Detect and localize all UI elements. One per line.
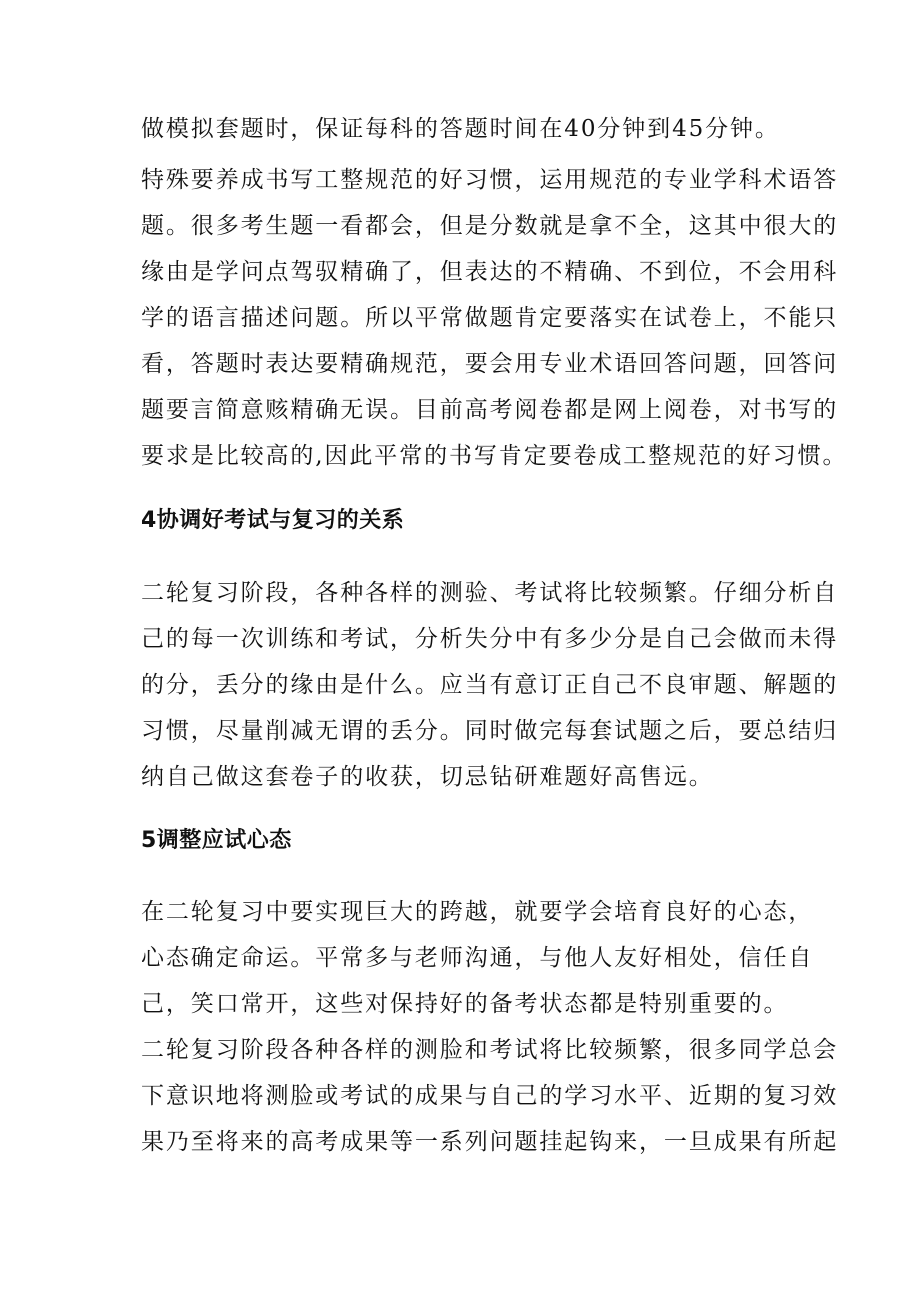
paragraph-line: 果乃至将来的高考成果等一系列问题挂起钩来，一旦成果有所起: [141, 1129, 839, 1155]
paragraph-line: 的分，丢分的缘由是什么。应当有意订正自己不良审题、解题的: [141, 672, 839, 698]
paragraph-line: 己，笑口常开，这些对保持好的备考状态都是特别重要的。: [141, 991, 789, 1017]
paragraph-line: 缘由是学问点驾驭精确了，但表达的不精确、不到位，不会用科: [141, 259, 839, 285]
paragraph-line: 题要言简意赅精确无误。目前高考阅卷都是网上阅卷，对书写的: [141, 397, 839, 423]
paragraph-line: 二轮复习阶段，各种各样的测验、考试将比较频繁。仔细分析自: [141, 580, 839, 606]
paragraph-line: 题。很多考生题一看都会，但是分数就是拿不全，这其中很大的: [141, 213, 839, 239]
paragraph-line: 做模拟套题时，保证每科的答题时间在40分钟到45分钟。: [141, 116, 780, 142]
paragraph-line: 二轮复习阶段各种各样的测脸和考试将比较频繁，很多同学总会: [141, 1037, 839, 1063]
paragraph-line: 习惯，尽量削减无谓的丢分。同时做完每套试题之后，要总结归: [141, 718, 839, 744]
paragraph-line: 心态确定命运。平常多与老师沟通，与他人友好相处，信任自: [141, 945, 814, 971]
paragraph-line: 纳自己做这套卷子的收获，切忌钻研难题好高售远。: [141, 764, 714, 790]
paragraph-line: 看，答题时表达要精确规范，要会用专业术语回答问题，回答问: [141, 351, 839, 377]
section-heading-5: 5调整应试心态: [141, 828, 292, 853]
paragraph-line: 己的每一次训练和考试，分析失分中有多少分是自己会做而未得: [141, 626, 839, 652]
paragraph-line: 要求是比较高的,因此平常的书写肯定要卷成工整规范的好习惯。: [141, 443, 848, 469]
paragraph-line: 特殊要养成书写工整规范的好习惯，运用规范的专业学科术语答: [141, 167, 839, 193]
section-heading-4: 4协调好考试与复习的关系: [141, 508, 405, 533]
paragraph-line: 学的语言描述问题。所以平常做题肯定要落实在试卷上，不能只: [141, 305, 839, 331]
paragraph-line: 下意识地将测脸或考试的成果与自己的学习水平、近期的复习效: [141, 1083, 839, 1109]
paragraph-line: 在二轮复习中要实现巨大的跨越，就要学会培育良好的心态，: [141, 899, 814, 925]
